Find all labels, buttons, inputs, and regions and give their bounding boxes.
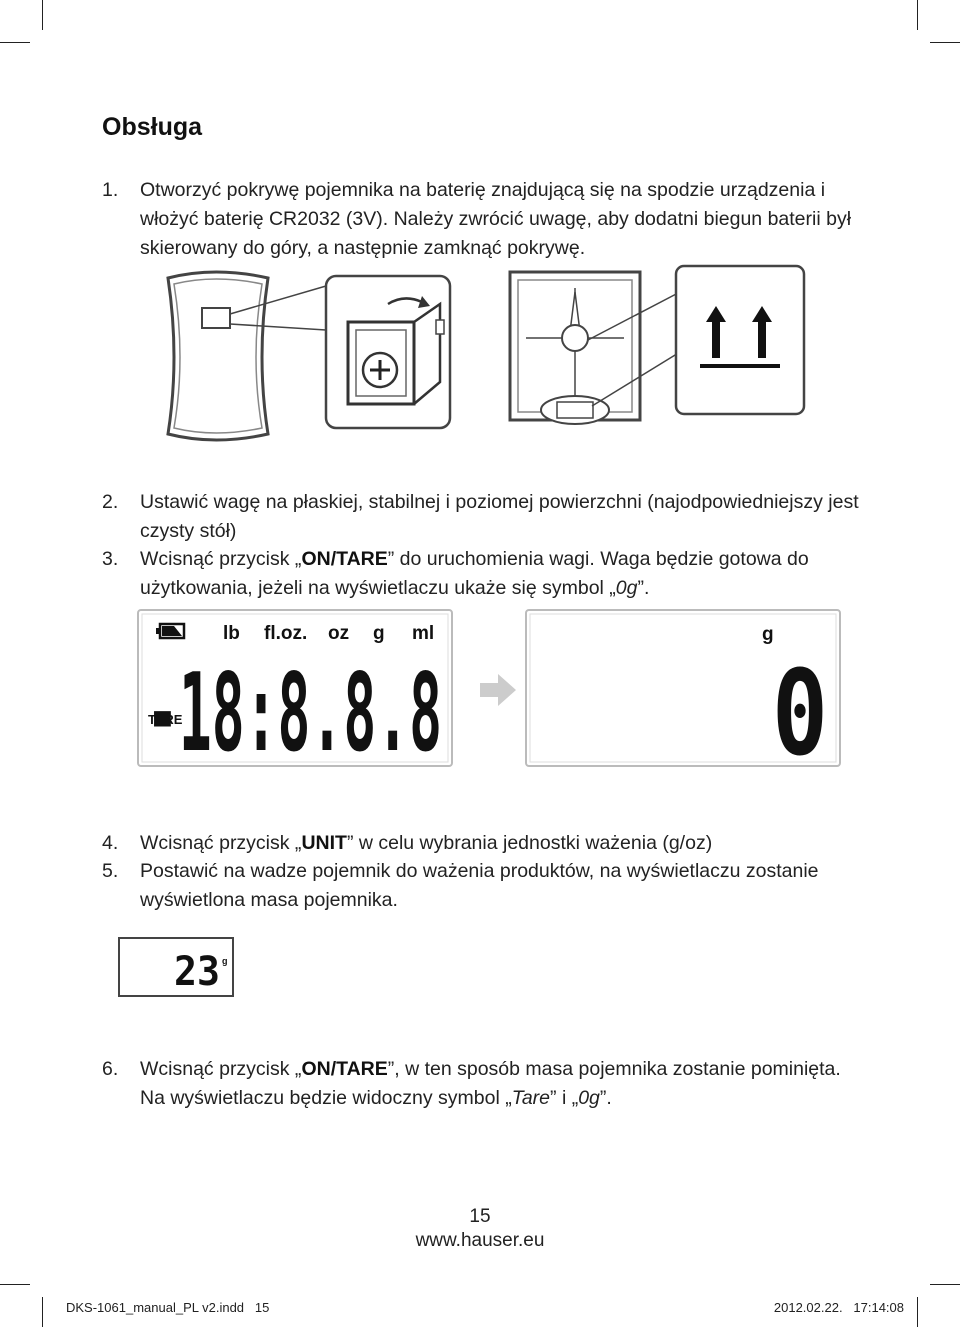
button-name: UNIT — [301, 832, 347, 854]
step-1 — [102, 176, 862, 263]
step-number: 6. — [102, 1058, 119, 1080]
tare-indicator: TARE — [148, 712, 183, 727]
step-2 — [102, 488, 862, 546]
battery-illustration — [160, 262, 808, 444]
battery-icon — [156, 624, 184, 638]
crop-mark — [42, 0, 43, 30]
step-text: Otworzyć pokrywę pojemnika na baterię znajdującą się na spodzie urządzenia i włożyć baterię CR2032 (3V). Należy zwrócić uwagę, aby dodatni biegun baterii był skierowany do góry, a następnie zamknąć pokrywę. — [140, 179, 852, 259]
step-number: 4. — [102, 832, 119, 854]
step-text: Postawić na wadze pojemnik do ważenia produktów, na wyświetlaczu zostanie wyświetlona masa pojemnika. — [140, 860, 819, 911]
lcd-digits: 0 — [772, 644, 828, 768]
unit-label: g — [222, 956, 228, 966]
unit-label: fl.oz. — [264, 623, 308, 644]
lcd-digits: 23 — [174, 949, 220, 995]
step-5 — [102, 857, 862, 915]
step-text: Wcisnąć przycisk „ON/TARE”, w ten sposób masa pojemnika zostanie pominięta. Na wyświetlaczu będzie widoczny symbol „Tare” i „0g”. — [140, 1058, 841, 1109]
page-title: Obsługa — [102, 113, 203, 141]
crop-mark — [0, 42, 30, 43]
step-number: 2. — [102, 491, 119, 513]
button-name: ON/TARE — [301, 1058, 388, 1080]
website-url[interactable]: www.hauser.eu — [415, 1230, 545, 1251]
crop-mark — [0, 1284, 30, 1285]
crop-mark — [930, 1284, 960, 1285]
unit-label: g — [373, 623, 385, 644]
lcd-display-full — [136, 608, 454, 768]
symbol-text: 0g — [615, 577, 638, 599]
page-number: 15 — [469, 1206, 491, 1227]
crop-mark — [917, 1297, 918, 1327]
lcd-display-zero — [524, 608, 842, 768]
step-number: 5. — [102, 860, 119, 882]
unit-label: ml — [412, 623, 435, 644]
step-text: Ustawić wagę na płaskiej, stabilnej i poziomej powierzchni (najodpowiedniejszy jest czysty stół) — [140, 491, 859, 542]
lcd-digits: -18:8.8.8 — [146, 651, 442, 768]
step-3 — [102, 545, 862, 603]
unit-label: lb — [223, 623, 240, 644]
symbol-text: 0g — [578, 1087, 600, 1109]
crop-mark — [930, 42, 960, 43]
lcd-display-weight — [118, 937, 234, 997]
step-4 — [102, 829, 862, 858]
unit-label: g — [762, 624, 774, 645]
button-name: ON/TARE — [301, 548, 388, 570]
step-number: 1. — [102, 179, 119, 201]
step-text: Wcisnąć przycisk „UNIT” w celu wybrania jednostki ważenia (g/oz) — [140, 832, 713, 854]
step-6 — [102, 1055, 862, 1113]
slug-timestamp: 2012.02.22. 17:14:08 — [773, 1300, 904, 1315]
slug-filename: DKS-1061_manual_PL v2.indd 15 — [66, 1300, 270, 1315]
step-text: Wcisnąć przycisk „ON/TARE” do uruchomienia wagi. Waga będzie gotowa do użytkowania, jeżeli na wyświetlaczu ukaże się symbol „0g”. — [140, 548, 809, 599]
unit-label: oz — [328, 623, 350, 644]
symbol-text: Tare — [511, 1087, 551, 1109]
step-number: 3. — [102, 548, 119, 570]
arrow-right-icon — [478, 670, 518, 710]
crop-mark — [917, 0, 918, 30]
crop-mark — [42, 1297, 43, 1327]
